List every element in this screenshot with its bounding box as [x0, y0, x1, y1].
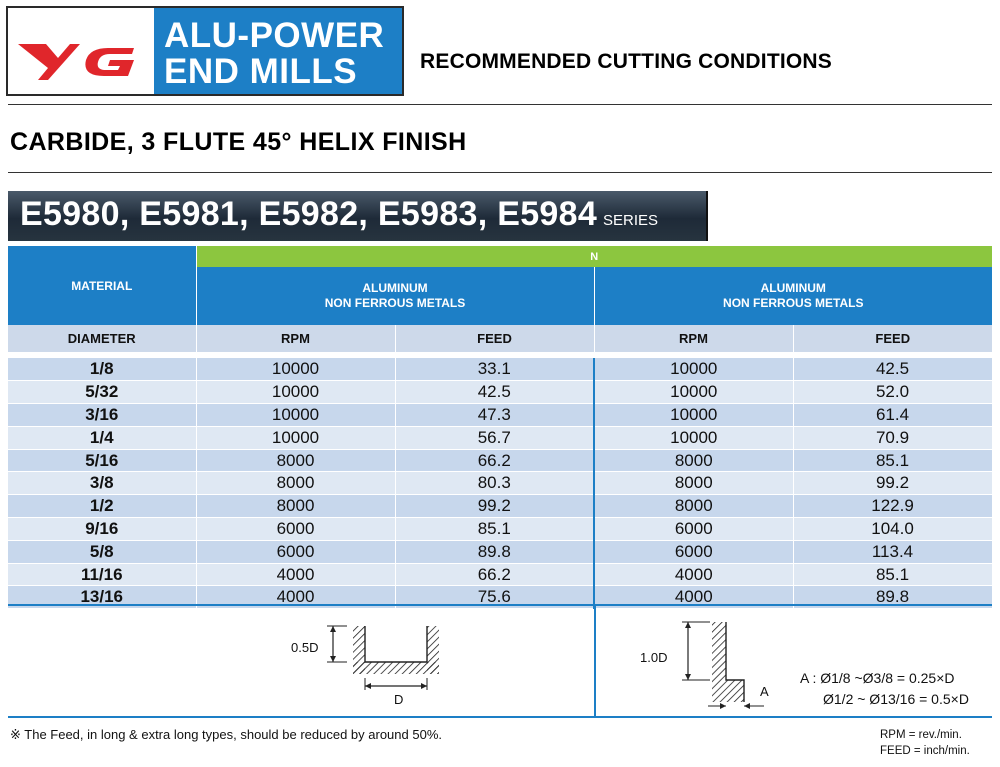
rpm-1-cell: 6000 [196, 540, 395, 563]
rpm-1-cell: 10000 [196, 358, 395, 381]
rpm-2-cell: 6000 [594, 540, 793, 563]
diameter-cell: 9/16 [8, 518, 196, 541]
document-title: RECOMMENDED CUTTING CONDITIONS [420, 50, 832, 73]
feed-header-1: FEED [395, 325, 594, 352]
series-codes: E5980, E5981, E5982, E5983, E5984 [20, 195, 598, 233]
a-formula-line-1: A : Ø1/8 ~Ø3/8 = 0.25×D [800, 670, 955, 686]
rpm-header-1: RPM [196, 325, 395, 352]
material-column-2 [594, 267, 992, 325]
rpm-2-cell: 4000 [594, 586, 793, 609]
material-column-1 [196, 267, 594, 325]
feed-1-cell: 66.2 [395, 563, 594, 586]
table-row [8, 472, 992, 495]
diameter-cell: 5/32 [8, 381, 196, 404]
series-banner [8, 191, 708, 241]
group-label: N [196, 246, 992, 267]
yg-logo-icon [10, 10, 152, 92]
table-row [8, 563, 992, 586]
rpm-header-2: RPM [594, 325, 793, 352]
feed-2-cell: 113.4 [793, 540, 992, 563]
feed-2-cell: 85.1 [793, 563, 992, 586]
brand-title [154, 8, 404, 96]
material-2-line-2: NON FERROUS METALS [723, 296, 864, 310]
feed-1-cell: 75.6 [395, 586, 594, 609]
table-row [8, 449, 992, 472]
section-subtitle: CARBIDE, 3 FLUTE 45° HELIX FINISH [10, 128, 467, 156]
diameter-cell: 1/2 [8, 495, 196, 518]
table-body [8, 352, 992, 609]
cutting-conditions-table [8, 246, 993, 609]
table-row [8, 426, 992, 449]
feed-2-cell: 42.5 [793, 358, 992, 381]
material-1-line-2: NON FERROUS METALS [324, 296, 466, 310]
rpm-1-cell: 4000 [196, 563, 395, 586]
feed-1-cell: 42.5 [395, 381, 594, 404]
feed-2-cell: 99.2 [793, 472, 992, 495]
feed-2-cell: 61.4 [793, 404, 992, 427]
unit-feed: FEED = inch/min. [880, 745, 970, 757]
slot-width-label: D [394, 692, 404, 707]
feed-1-cell: 89.8 [395, 540, 594, 563]
rpm-1-cell: 10000 [196, 381, 395, 404]
diameter-cell: 3/16 [8, 404, 196, 427]
brand-line-1: ALU-POWER [164, 16, 385, 55]
table-row [8, 381, 992, 404]
diameter-cell: 13/16 [8, 586, 196, 609]
rpm-1-cell: 8000 [196, 472, 395, 495]
feed-1-cell: 99.2 [395, 495, 594, 518]
unit-legend [880, 727, 970, 759]
diameter-cell: 5/8 [8, 540, 196, 563]
rpm-1-cell: 4000 [196, 586, 395, 609]
table-row [8, 518, 992, 541]
rpm-2-cell: 10000 [594, 381, 793, 404]
feed-1-cell: 66.2 [395, 449, 594, 472]
feed-1-cell: 80.3 [395, 472, 594, 495]
feed-1-cell: 33.1 [395, 358, 594, 381]
table-row [8, 495, 992, 518]
rpm-1-cell: 10000 [196, 404, 395, 427]
material-2-line-1: ALUMINUM [760, 281, 826, 295]
unit-rpm: RPM = rev./min. [880, 729, 962, 741]
table-row [8, 404, 992, 427]
rpm-2-cell: 10000 [594, 426, 793, 449]
diagram-divider [594, 606, 596, 716]
rpm-2-cell: 4000 [594, 563, 793, 586]
a-formula-line-2: Ø1/2 ~ Ø13/16 = 0.5×D [823, 691, 969, 707]
rpm-2-cell: 8000 [594, 449, 793, 472]
diameter-header: DIAMETER [8, 325, 196, 352]
feed-2-cell: 104.0 [793, 518, 992, 541]
step-a-label: A [760, 684, 769, 699]
header-rule [8, 104, 992, 105]
feed-1-cell: 47.3 [395, 404, 594, 427]
diameter-cell: 1/4 [8, 426, 196, 449]
diameter-cell: 1/8 [8, 358, 196, 381]
feed-2-cell: 122.9 [793, 495, 992, 518]
series-suffix: SERIES [603, 212, 659, 229]
slot-diagram-icon [313, 614, 513, 714]
material-1-line-1: ALUMINUM [362, 281, 428, 295]
feed-1-cell: 56.7 [395, 426, 594, 449]
feed-2-cell: 52.0 [793, 381, 992, 404]
rpm-2-cell: 8000 [594, 495, 793, 518]
material-header: MATERIAL [8, 246, 196, 325]
feed-2-cell: 85.1 [793, 449, 992, 472]
feed-reduction-note: ※ The Feed, in long & extra long types, should be reduced by around 50%. [10, 727, 442, 742]
rpm-2-cell: 10000 [594, 358, 793, 381]
rpm-1-cell: 10000 [196, 426, 395, 449]
subtitle-rule [8, 172, 992, 173]
diagram-area [8, 604, 992, 718]
diameter-cell: 3/8 [8, 472, 196, 495]
slot-depth-label: 0.5D [291, 640, 319, 655]
diameter-cell: 5/16 [8, 449, 196, 472]
rpm-1-cell: 8000 [196, 495, 395, 518]
feed-2-cell: 70.9 [793, 426, 992, 449]
feed-header-2: FEED [793, 325, 992, 352]
side-milling-diagram-icon [668, 612, 808, 722]
brand-logo [6, 6, 404, 96]
rpm-2-cell: 8000 [594, 472, 793, 495]
rpm-2-cell: 10000 [594, 404, 793, 427]
feed-1-cell: 85.1 [395, 518, 594, 541]
rpm-1-cell: 6000 [196, 518, 395, 541]
rpm-2-cell: 6000 [594, 518, 793, 541]
wall-depth-label: 1.0D [640, 650, 668, 665]
brand-line-2: END MILLS [164, 52, 358, 91]
rpm-1-cell: 8000 [196, 449, 395, 472]
feed-2-cell: 89.8 [793, 586, 992, 609]
diameter-cell: 11/16 [8, 563, 196, 586]
table-row [8, 540, 992, 563]
table-row [8, 358, 992, 381]
